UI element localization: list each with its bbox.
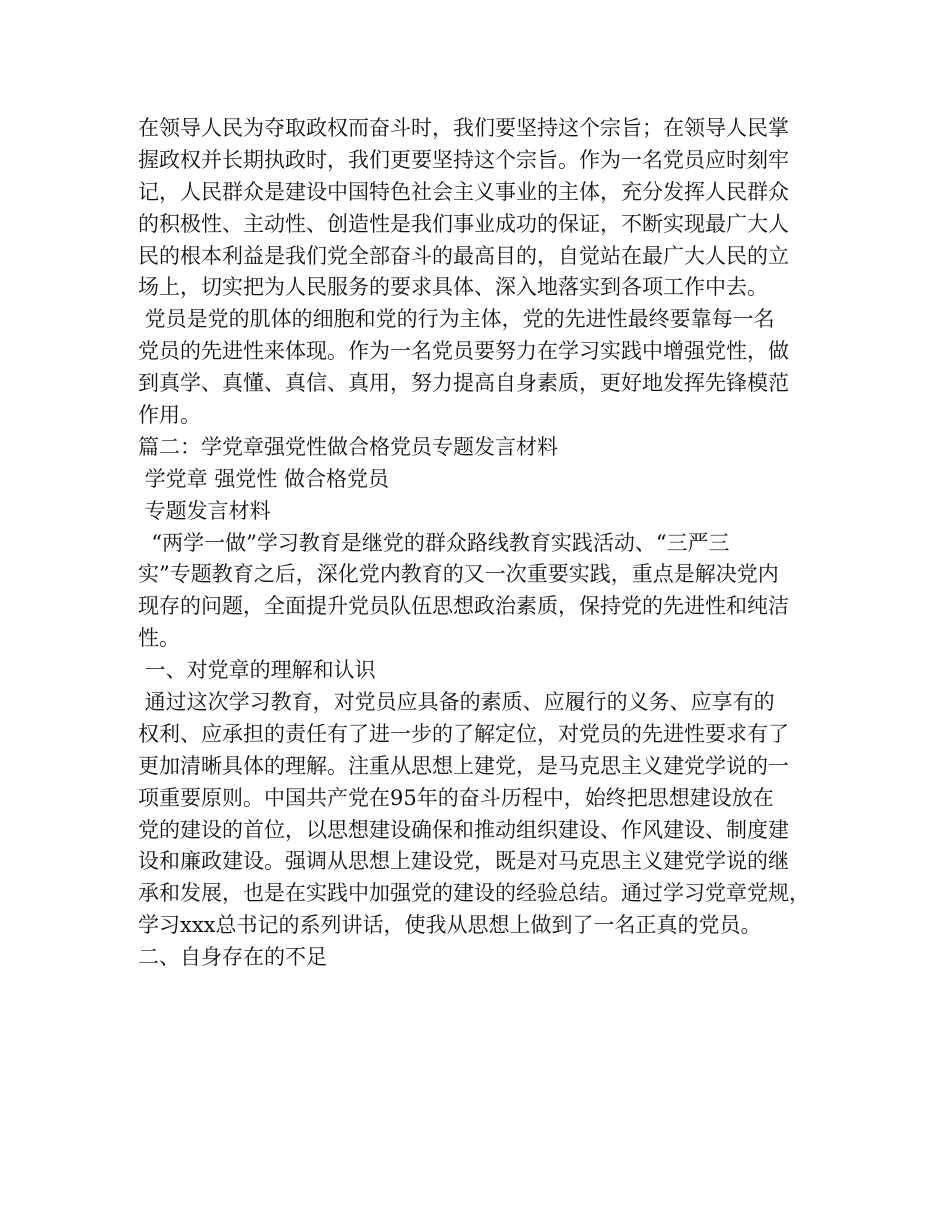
text-line: 实”专题教育之后，深化党内教育的又一次重要实践，重点是解决党内 xyxy=(138,562,779,587)
text-line: 场上，切实把为人民服务的要求具体、深入地落实到各项工作中去。 xyxy=(138,275,768,300)
text-line: 在领导人民为夺取政权而奋斗时，我们要坚持这个宗旨；在领导人民掌 xyxy=(138,116,789,140)
text-line: 学习xxx总书记的系列讲话，使我从思想上做到了一名正真的党员。 xyxy=(138,913,762,938)
text-line: 设和廉政建设。强调从思想上建设党，既是对马克思主义建党学说的继 xyxy=(138,849,789,874)
text-line: 作用。 xyxy=(138,403,201,428)
text-line: 承和发展，也是在实践中加强党的建设的经验总结。通过学习党章党规， xyxy=(138,881,810,906)
text-line: 记，人民群众是建设中国特色社会主义事业的主体，充分发挥人民群众 xyxy=(138,179,789,204)
text-line: 党员的先进性来体现。作为一名党员要努力在学习实践中增强党性，做 xyxy=(138,339,789,364)
text-line: 通过这次学习教育，对党员应具备的素质、应履行的义务、应享有的 xyxy=(138,690,775,715)
subtitle-line: 学党章 强党性 做合格党员 xyxy=(138,466,390,491)
text-line: 党员是党的肌体的细胞和党的行为主体，党的先进性最终要靠每一名 xyxy=(138,307,775,332)
text-line: 现存的问题，全面提升党员队伍思想政治素质，保持党的先进性和纯洁 xyxy=(138,594,789,619)
text-line: 项重要原则。中国共产党在95年的奋斗历程中，始终把思想建设放在 xyxy=(138,785,774,810)
text-line: 性。 xyxy=(138,626,180,651)
text-line: 握政权并长期执政时，我们更要坚持这个宗旨。作为一名党员应时刻牢 xyxy=(138,147,789,172)
text-line: 民的根本利益是我们党全部奋斗的最高目的，自觉站在最广大人民的立 xyxy=(138,243,789,268)
text-line: 权利、应承担的责任有了进一步的了解定位，对党员的先进性要求有了 xyxy=(138,721,789,746)
text-line: “两学一做”学习教育是继党的群众路线教育实践活动、“三严三 xyxy=(138,530,730,555)
subtitle-line: 专题发言材料 xyxy=(138,498,271,523)
text-line: 更加清晰具体的理解。注重从思想上建党，是马克思主义建党学说的一 xyxy=(138,753,789,778)
section-heading: 二、自身存在的不足 xyxy=(138,945,327,970)
text-line: 党的建设的首位，以思想建设确保和推动组织建设、作风建设、制度建 xyxy=(138,817,789,842)
text-line: 的积极性、主动性、创造性是我们事业成功的保证，不断实现最广大人 xyxy=(138,211,789,236)
text-line: 到真学、真懂、真信、真用，努力提高自身素质，更好地发挥先锋模范 xyxy=(138,371,789,396)
document-body xyxy=(138,113,828,974)
section-heading: 篇二：学党章强党性做合格党员专题发言材料 xyxy=(138,434,558,459)
section-heading: 一、对党章的理解和认识 xyxy=(138,658,376,683)
